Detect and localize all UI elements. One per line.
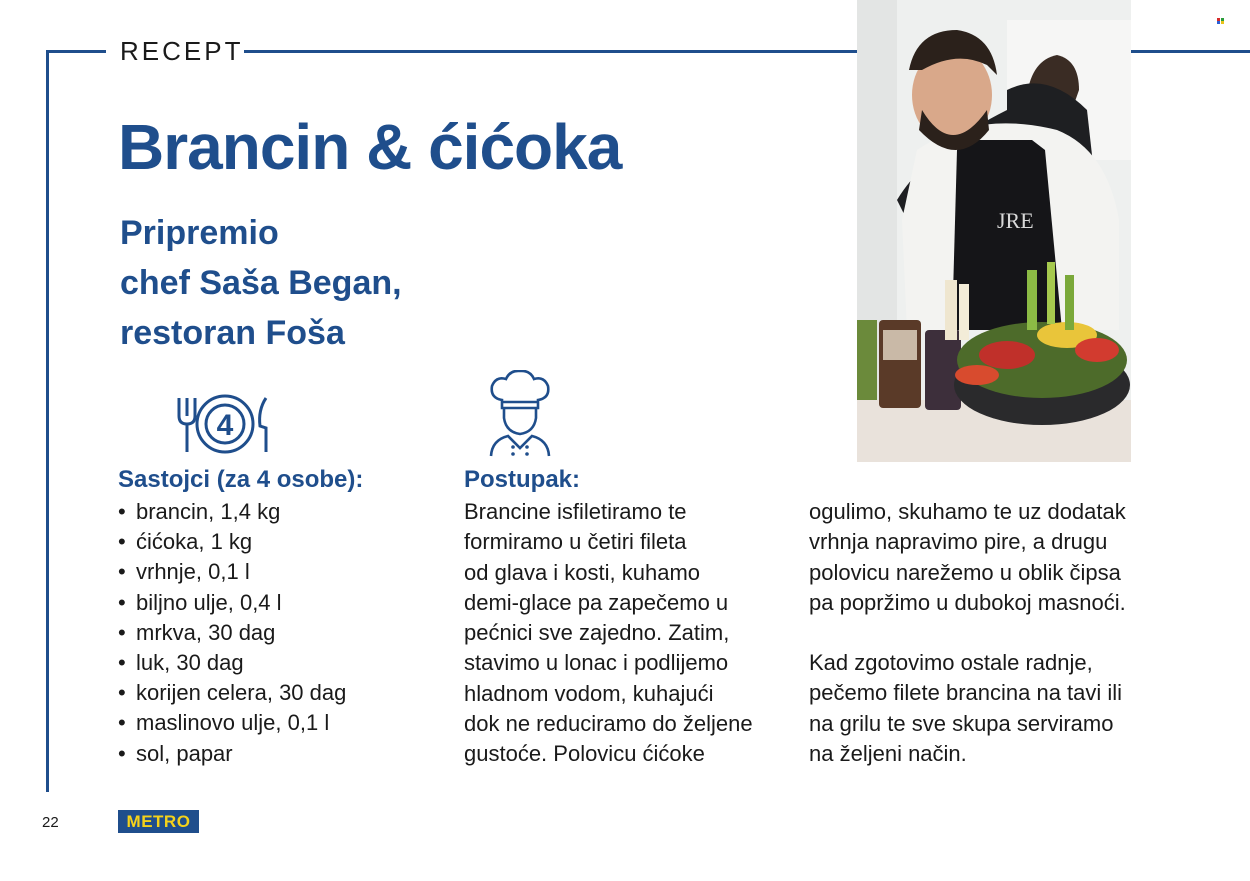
- plate-cutlery-icon: [176, 394, 274, 461]
- section-label: RECEPT: [120, 36, 244, 66]
- method-line: na željeni način.: [809, 741, 967, 767]
- bullet: •: [118, 740, 126, 766]
- list-item: [118, 588, 346, 618]
- recipe-subtitle: [120, 208, 402, 358]
- ingredient-text: korijen celera, 30 dag: [136, 680, 347, 706]
- bullet: •: [118, 680, 126, 706]
- method-line: pećnici sve zajedno. Zatim,: [464, 620, 730, 646]
- ingredients-list: [118, 497, 346, 769]
- method-column-2: [809, 497, 1139, 799]
- method-line: stavimo u lonac i podlijemo: [464, 650, 729, 676]
- method-line: formiramo u četiri fileta: [464, 529, 687, 555]
- method-column-1: [464, 497, 794, 770]
- ingredient-text: biljno ulje, 0,4 l: [136, 589, 282, 615]
- list-item: [118, 557, 346, 587]
- method-line: polovicu narežemo u oblik čipsa: [809, 559, 1121, 585]
- ingredient-text: sol, papar: [136, 740, 233, 766]
- method-line: dok ne reduciramo do željene: [464, 711, 753, 737]
- method-line: pa popržimo u dubokoj masnoći.: [809, 589, 1126, 615]
- method-line: Brancine isfiletiramo te: [464, 499, 687, 524]
- bullet: •: [118, 710, 126, 736]
- bullet: •: [118, 619, 126, 645]
- bullet: •: [118, 650, 126, 676]
- method-heading: Postupak:: [464, 466, 581, 493]
- frame-line-top: [46, 50, 106, 53]
- frame-line-top: [1131, 50, 1250, 53]
- list-item: [118, 678, 346, 708]
- method-paragraph: [809, 497, 1139, 618]
- list-item: [118, 497, 346, 527]
- method-line: Kad zgotovimo ostale radnje,: [809, 650, 1093, 676]
- method-line: pečemo filete brancina na tavi ili: [809, 680, 1123, 706]
- corner-mark-icon: [1217, 18, 1225, 24]
- list-item: [118, 527, 346, 557]
- list-item: [118, 739, 346, 769]
- subtitle-line: chef Saša Began,: [120, 264, 402, 302]
- chef-hat-icon: [488, 370, 552, 463]
- ingredient-text: maslinovo ulje, 0,1 l: [136, 710, 330, 736]
- subtitle-line: Pripremio: [120, 214, 279, 252]
- list-item: [118, 648, 346, 678]
- frame-line-left: [46, 50, 49, 792]
- list-item: [118, 708, 346, 738]
- method-line: gustoće. Polovicu ćićoke: [464, 741, 705, 767]
- ingredient-text: vrhnje, 0,1 l: [136, 559, 250, 585]
- method-line: vrhnja napravimo pire, a drugu: [809, 529, 1108, 555]
- logo-text: METRO: [126, 811, 191, 831]
- subtitle-line: restoran Foša: [120, 314, 345, 352]
- frame-line-top: [244, 50, 858, 53]
- metro-logo: [118, 810, 199, 833]
- method-line: od glava i kosti, kuhamo: [464, 559, 701, 585]
- ingredients-heading: Sastojci (za 4 osobe):: [118, 466, 364, 493]
- ingredient-text: ćićoka, 1 kg: [136, 529, 253, 555]
- bullet: •: [118, 589, 126, 615]
- servings-number: 4: [216, 409, 234, 442]
- page-number: 22: [42, 814, 59, 831]
- bullet: •: [118, 499, 126, 524]
- method-line: demi-glace pa zapečemo u: [464, 589, 729, 615]
- chef-photo: [857, 0, 1131, 462]
- method-line: na grilu te sve skupa serviramo: [809, 710, 1114, 736]
- list-item: [118, 618, 346, 648]
- recipe-title: Brancin & ćićoka: [118, 111, 622, 183]
- ingredient-text: brancin, 1,4 kg: [136, 499, 281, 524]
- apron-logo: JRE: [997, 208, 1034, 233]
- bullet: •: [118, 559, 126, 585]
- method-line: ogulimo, skuhamo te uz dodatak: [809, 499, 1126, 524]
- bullet: •: [118, 529, 126, 555]
- method-line: hladnom vodom, kuhajući: [464, 680, 714, 706]
- ingredient-text: mrkva, 30 dag: [136, 619, 276, 645]
- ingredient-text: luk, 30 dag: [136, 650, 244, 676]
- method-paragraph: [809, 648, 1139, 769]
